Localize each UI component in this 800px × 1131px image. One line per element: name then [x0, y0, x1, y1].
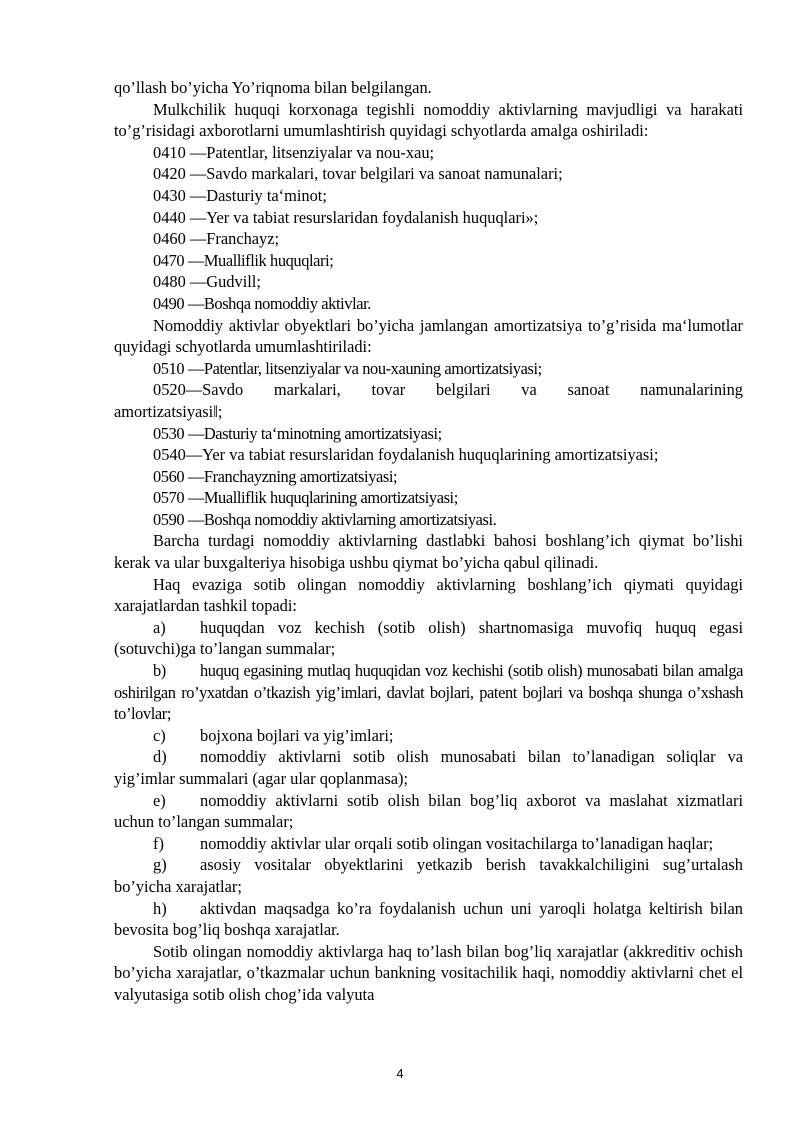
list-item — [114, 660, 743, 725]
list-item: 0460 —Franchayz; — [153, 229, 280, 249]
item-text: huquqdan voz kechish (sotib olish) shartnomasiga muvofiq huquq egasi (sotuvchi)ga to’langan summalar; — [114, 617, 743, 659]
list-item — [114, 617, 743, 660]
list-item: 0410 —Patentlar, litsenziyalar va nou-xau; — [153, 142, 435, 162]
list-item — [114, 746, 743, 789]
list-item: 0560 —Franchayzning amortizatsiyasi; — [153, 466, 398, 486]
intro-paragraph: qo’llash bo’yicha Yo’riqnoma bilan belgilangan. — [114, 78, 432, 97]
list-item-wrapped: 0520—Savdo markalari, tovar belgilari va sanoat namunalarining amortizatsiyasi‖; — [114, 380, 743, 421]
paragraph-accounts-intro: Mulkchilik huquqi korxonaga tegishli nomoddiy aktivlarning mavjudligi va harakati to’g’risidagi axborotlarni umumlashtirish quyidagi schyotlarda amalga oshiriladi: — [114, 99, 743, 141]
paragraph-cost-components: Haq evaziga sotib olingan nomoddiy aktivlarning boshlang’ich qiymati quyidagi xarajatlardan tashkil topadi: — [114, 574, 743, 616]
list-item: 0420 —Savdo markalari, tovar belgilari va sanoat namunalari; — [153, 164, 563, 184]
item-label: e) — [153, 790, 166, 810]
item-text: nomoddiy aktivlarni sotib olish munosabati bilan to’lanadigan soliqlar va yig’imlar summalari (agar ular qoplanmasa); — [114, 747, 743, 788]
item-text: asosiy vositalar obyektlarini yetkazib berish tavakkalchiligini sug’urtalash bo’yicha xarajatlar; — [114, 855, 743, 896]
accounts-list-amortization — [114, 358, 743, 531]
item-text: huquq egasining mutlaq huquqidan voz kechishi (sotib olish) munosabati bilan amalga oshirilgan ro’yxatdan o’tkazish yig’imlari, davlat bojlari, patent bojlari va boshqa shunga o’xshash to’lovlar; — [114, 661, 743, 724]
list-item: 0480 —Gudvill; — [153, 272, 261, 292]
page-number: 4 — [396, 1066, 404, 1081]
item-text: aktivdan maqsadga ko’ra foydalanish uchun uni yaroqli holatga keltirish bilan bevosita bog’liq boshqa xarajatlar. — [114, 898, 743, 940]
item-label: d) — [153, 747, 167, 767]
document-page — [114, 77, 743, 1006]
list-item: 0530 —Dasturiy ta‘minotning amortizatsiyasi; — [153, 423, 442, 443]
list-item — [114, 898, 743, 941]
paragraph-related-costs: Sotib olingan nomoddiy aktivlarga haq to’lash bilan bog’liq xarajatlar (akkreditiv ochish bo’yicha xarajatlar, o’tkazmalar uchun bankning vositachilik haqi, nomoddiy aktivlarni chet el valyutasiga sotib olish chog’ida valyuta — [114, 941, 743, 1004]
item-label: b) — [153, 661, 166, 681]
item-label: c) — [153, 725, 166, 745]
item-label: g) — [153, 855, 167, 875]
list-item: 0590 —Boshqa nomoddiy aktivlarning amortizatsiyasi. — [153, 509, 497, 529]
item-label: f) — [153, 833, 164, 853]
paragraph-amortization-intro: Nomoddiy aktivlar obyektlari bo’yicha jamlangan amortizatsiya to’g’risida ma‘lumotlar quyidagi schyotlarda umumlashtiriladi: — [114, 315, 743, 357]
cost-items-list — [114, 617, 743, 941]
item-text: bojxona bojlari va yig’imlari; — [200, 725, 394, 745]
list-item — [114, 790, 743, 833]
list-item: 0570 —Mualliflik huquqlarining amortizatsiyasi; — [153, 488, 458, 508]
item-label: a) — [153, 617, 166, 637]
list-item: 0430 —Dasturiy ta‘minot; — [153, 185, 327, 205]
accounts-list-assets — [114, 142, 743, 315]
paragraph-initial-value: Barcha turdagi nomoddiy aktivlarning dastlabki bahosi boshlang’ich qiymat bo’lishi kerak va ular buxgalteriya hisobiga ushbu qiymat bo’yicha qabul qilinadi. — [114, 531, 743, 573]
list-item — [114, 725, 743, 747]
list-item — [114, 854, 743, 897]
list-item: 0470 —Mualliflik huquqlari; — [153, 250, 334, 270]
list-item: 0510 —Patentlar, litsenziyalar va nou-xauning amortizatsiyasi; — [153, 358, 542, 378]
list-item: 0490 —Boshqa nomoddiy aktivlar. — [153, 293, 371, 313]
list-item: 0540—Yer va tabiat resurslaridan foydalanish huquqlarining amortizatsiyasi; — [153, 445, 659, 465]
item-text: nomoddiy aktivlar ular orqali sotib olingan vositachilarga to’lanadigan haqlar; — [200, 833, 714, 853]
list-item: 0440 —Yer va tabiat resurslaridan foydalanish huquqlari»; — [153, 207, 539, 227]
list-item — [114, 833, 743, 855]
item-text: nomoddiy aktivlarni sotib olish bilan bog’liq axborot va maslahat xizmatlari uchun to’langan summalar; — [114, 790, 743, 832]
item-label: h) — [153, 898, 167, 918]
